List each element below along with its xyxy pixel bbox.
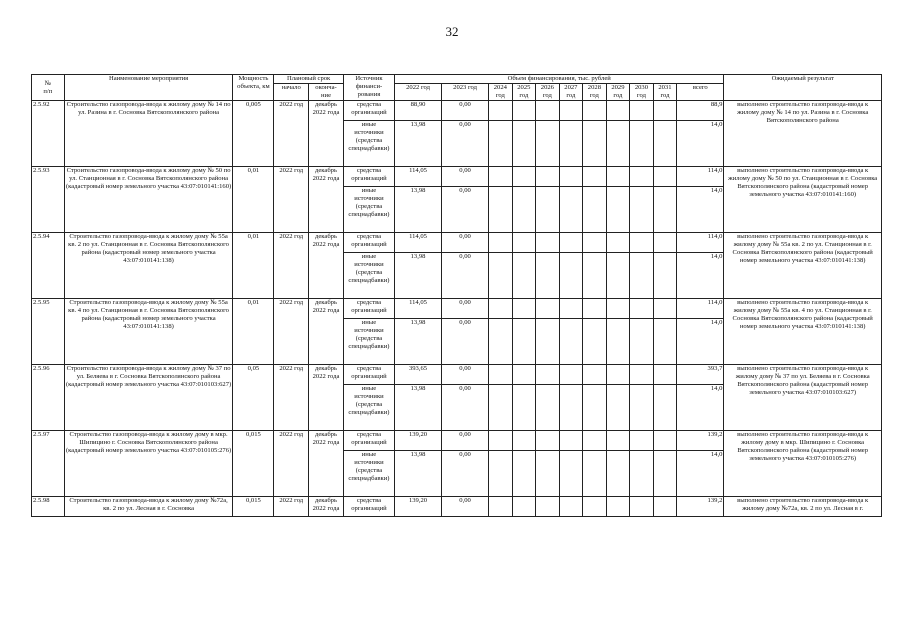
header-plan: Плановый срок <box>274 75 344 84</box>
value-2023: 0,00 <box>442 299 489 319</box>
year-cell <box>536 101 560 121</box>
year-cell <box>630 253 654 299</box>
year-cell <box>536 497 560 517</box>
year-cell <box>512 431 536 451</box>
year-cell <box>630 101 654 121</box>
year-cell <box>512 451 536 497</box>
year-cell <box>559 431 583 451</box>
row-name: Строительство газопровода-ввода к жилому дому №72а, кв. 2 по ул. Лесная в г. Сосновка <box>64 497 233 517</box>
financing-table <box>31 74 882 517</box>
value-2023: 0,00 <box>442 431 489 451</box>
year-cell <box>559 253 583 299</box>
year-cell <box>653 253 677 299</box>
value-total: 139,2 <box>677 431 724 451</box>
table-body <box>32 101 882 517</box>
year-cell <box>559 167 583 187</box>
year-cell <box>536 121 560 167</box>
row-num: 2.5.95 <box>32 299 65 365</box>
year-cell <box>653 451 677 497</box>
row-start: 2022 год <box>274 497 309 517</box>
value-2022: 393,65 <box>395 365 442 385</box>
value-2023: 0,00 <box>442 365 489 385</box>
row-start: 2022 год <box>274 101 309 167</box>
year-cell <box>489 431 513 451</box>
row-result: выполнено строительство газопровода-ввода к жилому дому №72а, кв. 2 по ул. Лесная в г. <box>724 497 882 517</box>
value-total: 393,7 <box>677 365 724 385</box>
source-org-cell: средства организаций <box>343 101 394 121</box>
header-year: 2024 год <box>489 84 513 101</box>
source-other-cell: иные источники (средства спецнадбавки) <box>343 451 394 497</box>
year-cell <box>630 233 654 253</box>
year-cell <box>583 233 607 253</box>
year-cell <box>489 187 513 233</box>
year-cell <box>489 497 513 517</box>
year-cell <box>512 253 536 299</box>
value-total: 114,0 <box>677 233 724 253</box>
row-power: 0,015 <box>233 497 274 517</box>
value-total: 14,0 <box>677 319 724 365</box>
table-row <box>32 167 882 187</box>
value-total: 14,0 <box>677 121 724 167</box>
year-cell <box>606 451 630 497</box>
table-row <box>32 497 882 517</box>
year-cell <box>489 385 513 431</box>
year-cell <box>489 253 513 299</box>
header-year: 2025 год <box>512 84 536 101</box>
year-cell <box>630 497 654 517</box>
header-num: № п/п <box>32 75 65 101</box>
table-row <box>32 101 882 121</box>
value-2022: 114,05 <box>395 167 442 187</box>
year-cell <box>653 299 677 319</box>
value-2023: 0,00 <box>442 167 489 187</box>
value-total: 114,0 <box>677 167 724 187</box>
year-cell <box>630 167 654 187</box>
row-name: Строительство газопровода-ввода к жилому дому № 55а кв. 4 по ул. Станционная в г. Сосновка Вятскополянского района (кадастровый номер земельного участка 43:07:010141:138) <box>64 299 233 365</box>
year-cell <box>536 253 560 299</box>
year-cell <box>583 167 607 187</box>
year-cell <box>536 319 560 365</box>
year-cell <box>630 431 654 451</box>
source-org-cell: средства организаций <box>343 167 394 187</box>
year-cell <box>583 101 607 121</box>
year-cell <box>606 101 630 121</box>
row-start: 2022 год <box>274 233 309 299</box>
row-result: выполнено строительство газопровода-ввода к жилому дому № 37 по ул. Беляева в г. Сосновка Вятскополянского района (кадастровый номер земельного участка 43:07:010103:627) <box>724 365 882 431</box>
year-cell <box>536 233 560 253</box>
value-2023: 0,00 <box>442 101 489 121</box>
row-name: Строительство газопровода-ввода к жилому дому в мкр. Шипицино г. Сосновка Вятскополянского района (кадастровый номер земельного участка 43:07:010105:276) <box>64 431 233 497</box>
year-cell <box>489 233 513 253</box>
year-cell <box>536 299 560 319</box>
year-cell <box>653 121 677 167</box>
row-result: выполнено строительство газопровода-ввода к жилому дому № 55а кв. 2 по ул. Станционная в г. Сосновка Вятскополянского района (кадастровый номер земельного участка 43:07:010141:138) <box>724 233 882 299</box>
year-cell <box>583 497 607 517</box>
year-cell <box>536 187 560 233</box>
header-year: 2027 год <box>559 84 583 101</box>
year-cell <box>606 385 630 431</box>
row-num: 2.5.94 <box>32 233 65 299</box>
value-2023: 0,00 <box>442 497 489 517</box>
year-cell <box>512 365 536 385</box>
year-cell <box>489 451 513 497</box>
row-power: 0,01 <box>233 299 274 365</box>
source-other-cell: иные источники (средства спецнадбавки) <box>343 253 394 299</box>
table-row <box>32 299 882 319</box>
row-start: 2022 год <box>274 365 309 431</box>
row-result: выполнено строительство газопровода-ввода к жилому дому № 14 по ул. Разина в г. Сосновка Вятскополянского района <box>724 101 882 167</box>
year-cell <box>583 253 607 299</box>
year-cell <box>512 497 536 517</box>
value-2022: 13,98 <box>395 187 442 233</box>
value-total: 14,0 <box>677 187 724 233</box>
year-cell <box>653 319 677 365</box>
value-2023: 0,00 <box>442 319 489 365</box>
table-row <box>32 233 882 253</box>
header-source: Источник финанси- рования <box>343 75 394 101</box>
source-other-cell: иные источники (средства спецнадбавки) <box>343 121 394 167</box>
year-cell <box>653 187 677 233</box>
header-year: 2029 год <box>606 84 630 101</box>
year-cell <box>653 431 677 451</box>
row-name: Строительство газопровода-ввода к жилому дому № 14 по ул. Разина в г. Сосновка Вятскополянского района <box>64 101 233 167</box>
year-cell <box>606 233 630 253</box>
year-cell <box>559 101 583 121</box>
source-org-cell: средства организаций <box>343 365 394 385</box>
source-other-cell: иные источники (средства спецнадбавки) <box>343 385 394 431</box>
row-result: выполнено строительство газопровода-ввода к жилому дому № 55а кв. 4 по ул. Станционная в г. Сосновка Вятскополянского района (кадастровый номер земельного участка 43:07:010141:138) <box>724 299 882 365</box>
table-row <box>32 365 882 385</box>
header-power: Мощность объекта, км <box>233 75 274 101</box>
value-2022: 88,90 <box>395 101 442 121</box>
header-volume: Объем финансирования, тыс. рублей <box>395 75 724 84</box>
year-cell <box>583 365 607 385</box>
row-start: 2022 год <box>274 299 309 365</box>
row-num: 2.5.92 <box>32 101 65 167</box>
header-2023: 2023 год <box>442 84 489 101</box>
year-cell <box>606 299 630 319</box>
source-org-cell: средства организаций <box>343 431 394 451</box>
year-cell <box>606 431 630 451</box>
year-cell <box>583 431 607 451</box>
year-cell <box>536 451 560 497</box>
year-cell <box>489 167 513 187</box>
header-year: 2031 год <box>653 84 677 101</box>
header-end: оконча- ние <box>309 84 344 101</box>
source-other-cell: иные источники (средства спецнадбавки) <box>343 187 394 233</box>
value-2022: 13,98 <box>395 451 442 497</box>
year-cell <box>559 233 583 253</box>
year-cell <box>512 233 536 253</box>
year-cell <box>630 365 654 385</box>
year-cell <box>630 319 654 365</box>
source-org-cell: средства организаций <box>343 233 394 253</box>
year-cell <box>512 167 536 187</box>
year-cell <box>536 431 560 451</box>
year-cell <box>606 497 630 517</box>
source-org-cell: средства организаций <box>343 299 394 319</box>
row-name: Строительство газопровода-ввода к жилому дому № 50 по ул. Станционная в г. Сосновка Вятскополянского района (кадастровый номер земельного участка 43:07:010141:160) <box>64 167 233 233</box>
source-other-cell: иные источники (средства спецнадбавки) <box>343 319 394 365</box>
value-2023: 0,00 <box>442 385 489 431</box>
row-end: декабрь 2022 года <box>309 233 344 299</box>
row-power: 0,01 <box>233 233 274 299</box>
value-2023: 0,00 <box>442 451 489 497</box>
row-power: 0,01 <box>233 167 274 233</box>
year-cell <box>606 253 630 299</box>
year-cell <box>559 299 583 319</box>
year-cell <box>489 319 513 365</box>
year-cell <box>489 121 513 167</box>
value-total: 88,9 <box>677 101 724 121</box>
row-name: Строительство газопровода-ввода к жилому дому № 55а кв. 2 по ул. Станционная в г. Сосновка Вятскополянского района (кадастровый номер земельного участка 43:07:010141:138) <box>64 233 233 299</box>
value-2022: 13,98 <box>395 385 442 431</box>
value-2023: 0,00 <box>442 253 489 299</box>
row-end: декабрь 2022 года <box>309 299 344 365</box>
year-cell <box>606 319 630 365</box>
year-cell <box>606 121 630 167</box>
year-cell <box>653 101 677 121</box>
year-cell <box>536 365 560 385</box>
row-start: 2022 год <box>274 431 309 497</box>
year-cell <box>583 299 607 319</box>
row-end: декабрь 2022 года <box>309 431 344 497</box>
header-2022: 2022 год <box>395 84 442 101</box>
year-cell <box>559 319 583 365</box>
year-cell <box>630 187 654 233</box>
year-cell <box>512 187 536 233</box>
value-2023: 0,00 <box>442 187 489 233</box>
table-header <box>32 75 882 101</box>
row-end: декабрь 2022 года <box>309 365 344 431</box>
page-number: 32 <box>445 24 459 39</box>
value-total: 139,2 <box>677 497 724 517</box>
year-cell <box>606 187 630 233</box>
year-cell <box>583 187 607 233</box>
value-2023: 0,00 <box>442 233 489 253</box>
row-num: 2.5.98 <box>32 497 65 517</box>
year-cell <box>559 365 583 385</box>
year-cell <box>536 167 560 187</box>
header-name: Наименование мероприятия <box>64 75 233 101</box>
row-power: 0,015 <box>233 431 274 497</box>
header-year: 2026 год <box>536 84 560 101</box>
value-2022: 139,20 <box>395 497 442 517</box>
row-power: 0,005 <box>233 101 274 167</box>
table-row <box>32 431 882 451</box>
year-cell <box>630 121 654 167</box>
year-cell <box>559 451 583 497</box>
value-2022: 114,05 <box>395 233 442 253</box>
year-cell <box>583 385 607 431</box>
header-total: всего <box>677 84 724 101</box>
year-cell <box>583 121 607 167</box>
year-cell <box>512 385 536 431</box>
row-end: декабрь 2022 года <box>309 167 344 233</box>
year-cell <box>512 299 536 319</box>
year-cell <box>653 497 677 517</box>
row-num: 2.5.96 <box>32 365 65 431</box>
year-cell <box>536 385 560 431</box>
year-cell <box>653 365 677 385</box>
header-start: начало <box>274 84 309 101</box>
header-year: 2030 год <box>630 84 654 101</box>
year-cell <box>583 451 607 497</box>
row-result: выполнено строительство газопровода-ввода к жилому дому № 50 по ул. Станционная в г. Сосновка Вятскополянского района (кадастровый номер земельного участка 43:07:010141:160) <box>724 167 882 233</box>
value-2022: 13,98 <box>395 121 442 167</box>
year-cell <box>512 121 536 167</box>
row-name: Строительство газопровода-ввода к жилому дому № 37 по ул. Беляева в г. Сосновка Вятскополянского района (кадастровый номер земельного участка 43:07:010103:627) <box>64 365 233 431</box>
year-cell <box>489 101 513 121</box>
row-num: 2.5.93 <box>32 167 65 233</box>
value-total: 14,0 <box>677 253 724 299</box>
year-cell <box>512 319 536 365</box>
year-cell <box>606 365 630 385</box>
year-cell <box>559 497 583 517</box>
year-cell <box>559 385 583 431</box>
year-cell <box>653 167 677 187</box>
header-year: 2028 год <box>583 84 607 101</box>
year-cell <box>489 299 513 319</box>
row-num: 2.5.97 <box>32 431 65 497</box>
year-cell <box>653 385 677 431</box>
row-end: декабрь 2022 года <box>309 101 344 167</box>
year-cell <box>559 121 583 167</box>
value-2022: 13,98 <box>395 319 442 365</box>
value-total: 14,0 <box>677 385 724 431</box>
row-start: 2022 год <box>274 167 309 233</box>
year-cell <box>630 385 654 431</box>
year-cell <box>653 233 677 253</box>
value-total: 114,0 <box>677 299 724 319</box>
value-2023: 0,00 <box>442 121 489 167</box>
year-cell <box>512 101 536 121</box>
value-2022: 13,98 <box>395 253 442 299</box>
value-2022: 114,05 <box>395 299 442 319</box>
row-result: выполнено строительство газопровода-ввода к жилому дому в мкр. Шипицино г. Сосновка Вятскополянского района (кадастровый номер земельного участка 43:07:010105:276) <box>724 431 882 497</box>
year-cell <box>559 187 583 233</box>
value-2022: 139,20 <box>395 431 442 451</box>
year-cell <box>489 365 513 385</box>
row-power: 0,05 <box>233 365 274 431</box>
header-result: Ожидаемый результат <box>724 75 882 101</box>
value-total: 14,0 <box>677 451 724 497</box>
year-cell <box>606 167 630 187</box>
year-cell <box>630 451 654 497</box>
row-end: декабрь 2022 года <box>309 497 344 517</box>
year-cell <box>583 319 607 365</box>
source-org-cell: средства организаций <box>343 497 394 517</box>
year-cell <box>630 299 654 319</box>
